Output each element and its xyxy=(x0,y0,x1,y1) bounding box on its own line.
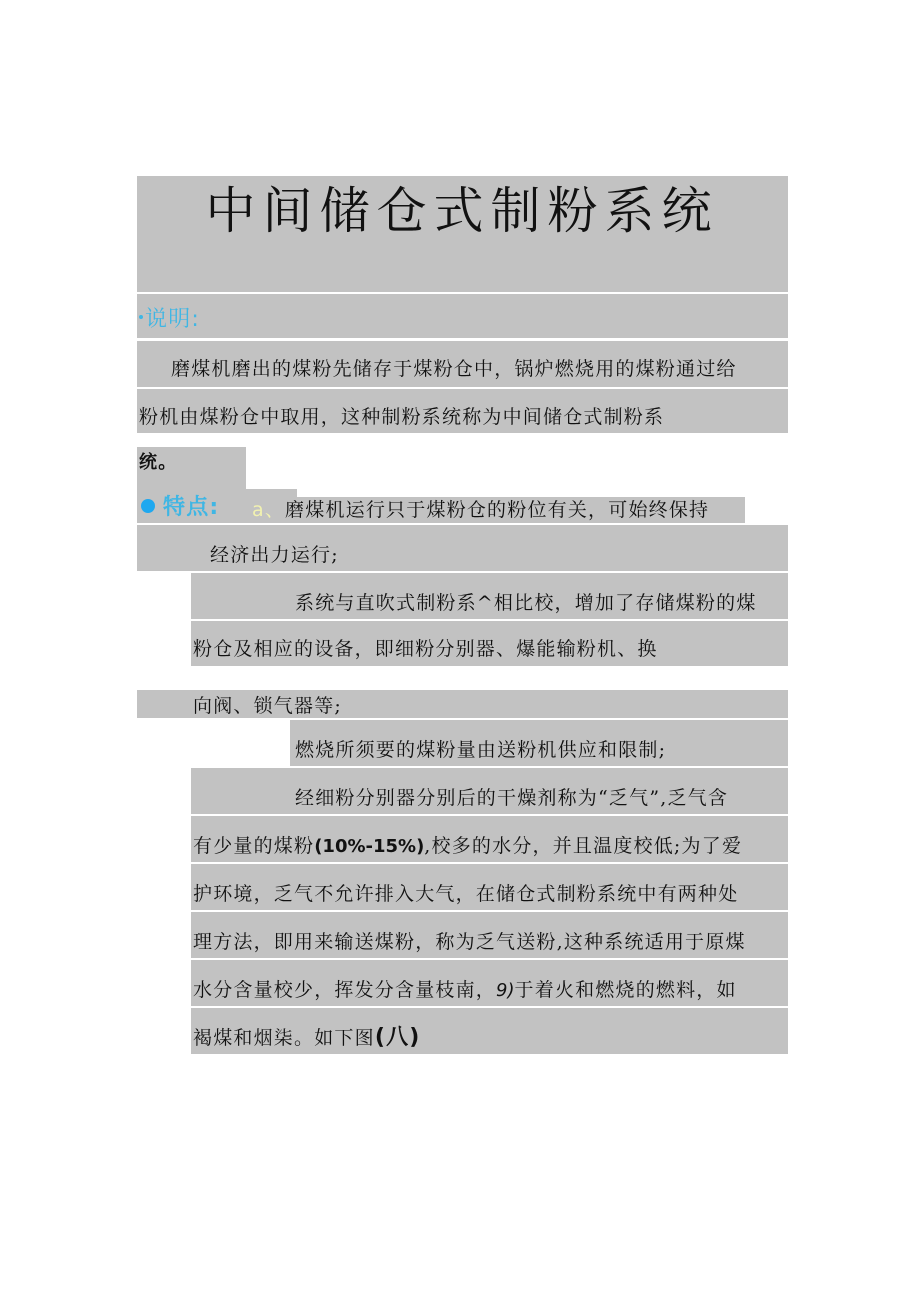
feature-b-line-3: 向阀、锁气器等; xyxy=(193,695,343,717)
feature-d-line-2-post: ,校多的水分，并且温度校低;为了爱 xyxy=(424,835,743,857)
feature-a-line-1 xyxy=(252,498,709,522)
feature-d-line-3: 护环境，乏气不允许排入大气，在储仓式制粉系统中有两种处 xyxy=(193,883,739,905)
page-title: 中间储仓式制粉系统 xyxy=(205,182,719,240)
explain-line-1: 磨煤机磨出的煤粉先储存于煤粉仓中，锅炉燃烧用的煤粉通过给 xyxy=(171,358,737,380)
feature-d-line-4: 理方法，即用来输送煤粉，称为乏气送粉,这种系统适用于原煤 xyxy=(193,931,746,953)
figure-reference: (八) xyxy=(374,1025,421,1050)
explain-label: 说明: xyxy=(145,307,201,332)
feature-a-line-2: 经济出力运行; xyxy=(210,544,339,566)
feature-d-line-5-post: 于着火和燃烧的燃料，如 xyxy=(514,979,737,1001)
feature-a-prefix: a、 xyxy=(252,499,286,521)
feature-d-line-2-pre: 有少量的煤粉 xyxy=(193,835,315,857)
explain-heading xyxy=(139,308,200,332)
bullet-circle-icon xyxy=(141,499,155,513)
feature-a-text: 磨煤机运行只于煤粉仓的粉位有关，可始终保持 xyxy=(285,499,710,521)
feature-d-line-2 xyxy=(193,834,742,859)
explain-line-3: 统。 xyxy=(139,452,178,473)
feature-d-line-6-pre: 褐煤和烟柒。如下图 xyxy=(193,1027,375,1049)
feature-heading xyxy=(141,496,219,520)
feature-label: 特点: xyxy=(163,495,220,520)
explain-label-block xyxy=(137,294,788,338)
feature-d-line-5-pre: 水分含量校少，挥发分含量枝南， xyxy=(193,979,497,1001)
feature-d-line-5 xyxy=(193,978,737,1003)
feature-d-line-5-num: 9) xyxy=(496,980,515,1001)
feature-c-line: 燃烧所须要的煤粉量由送粉机供应和限制; xyxy=(295,739,667,761)
feature-b-line-2: 粉仓及相应的设备，即细粉分别器、爆能输粉机、换 xyxy=(193,638,658,660)
feature-d-percentage: (10%-15%) xyxy=(314,836,425,857)
explain-line-2: 粉机由煤粉仓中取用，这种制粉系统称为中间储仓式制粉系 xyxy=(139,406,665,428)
feature-b-line-1: 系统与直吹式制粉系^相比校，增加了存储煤粉的煤 xyxy=(295,592,757,614)
bullet-dot-icon xyxy=(139,315,143,319)
feature-d-line-1: 经细粉分别器分别后的干燥剂称为“乏气”,乏气含 xyxy=(295,787,729,809)
feature-d-line-6 xyxy=(193,1026,421,1050)
